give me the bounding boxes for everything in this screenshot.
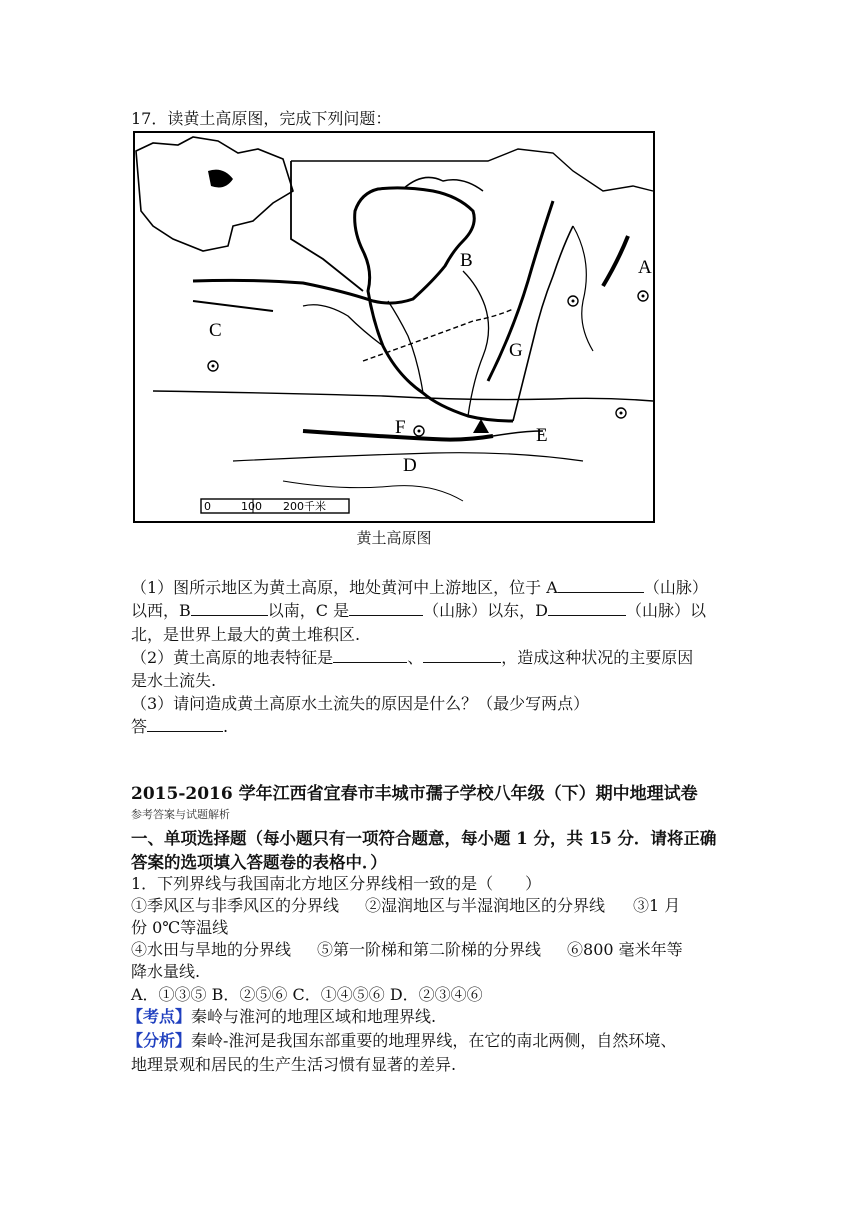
q1-options-line4: 降水量线.: [131, 962, 201, 981]
loess-plateau-map: [133, 131, 655, 523]
q1-stem: 1．下列界线与我国南北方地区分界线相一致的是（ ）: [131, 874, 542, 893]
section1-heading-line2: 答案的选项填入答题卷的表格中．）: [131, 853, 387, 872]
svg-text:100: 100: [241, 500, 262, 513]
q17-part1-line2: 以西，B 以南，C 是 （山脉）以东，D （山脉）以: [131, 601, 706, 620]
q1-options-line1: ①季风区与非季风区的分界线 ②湿润地区与半湿润地区的分界线 ③1 月: [131, 896, 681, 915]
answer-blank-a[interactable]: [558, 577, 644, 593]
answer-section-subtitle: 参考答案与试题解析: [131, 808, 230, 821]
q17-part2-line2: 是水土流失.: [131, 671, 217, 690]
kaodian-tag: 【考点】: [127, 1007, 192, 1026]
fenxi-line1: 【分析】秦岭-淮河是我国东部重要的地理界线，在它的南北两侧，自然环境、: [127, 1031, 677, 1050]
map-label-f: F: [395, 417, 406, 438]
answer-blank-d[interactable]: [548, 600, 626, 616]
answer-blank-b[interactable]: [191, 600, 268, 616]
map-label-d: D: [403, 455, 417, 476]
answer-blank-feature-1[interactable]: [333, 647, 407, 663]
map-label-a: A: [638, 257, 652, 278]
q1-options-line3: ④水田与旱地的分界线 ⑤第一阶梯和第二阶梯的分界线 ⑥800 毫米年等: [131, 940, 683, 959]
map-caption: 黄土高原图: [356, 529, 432, 547]
map-label-b: B: [460, 250, 473, 271]
section1-heading-line1: 一、单项选择题（每小题只有一项符合题意，每小题 1 分，共 15 分．请将正确: [131, 829, 717, 848]
q1-options-line2: 份 0℃等温线: [131, 918, 229, 937]
map-label-g: G: [509, 340, 523, 361]
fenxi-line2: 地理景观和居民的生产生活习惯有显著的差异.: [131, 1055, 457, 1074]
q17-part1-line3: 北，是世界上最大的黄土堆积区.: [131, 625, 361, 644]
answer-section-title: 2015-2016 学年江西省宜春市丰城市孺子学校八年级（下）期中地理试卷: [131, 784, 698, 804]
svg-text:200千米: 200千米: [283, 500, 326, 513]
q17-part2-line1: （2）黄土高原的地表特征是 、 ，造成这种状况的主要原因: [131, 648, 694, 667]
q1-choices: A．①③⑤ B．②⑤⑥ C．①④⑤⑥ D．②③④⑥: [131, 985, 483, 1004]
answer-blank-feature-2[interactable]: [423, 647, 501, 663]
q17-part3-line1: （3）请问造成黄土高原水土流失的原因是什么？（最少写两点）: [131, 694, 590, 713]
q17-part1-line1: （1）图所示地区为黄土高原，地处黄河中上游地区，位于 A （山脉）: [131, 578, 708, 597]
map-label-c: C: [209, 320, 222, 341]
scale-bar: [201, 499, 349, 513]
answer-blank-reason[interactable]: [147, 716, 223, 732]
answer-blank-c[interactable]: [349, 600, 423, 616]
svg-text:0: 0: [204, 500, 211, 513]
q17-part3-line2: 答 .: [131, 717, 229, 736]
fenxi-tag: 【分析】: [127, 1031, 192, 1050]
kaodian-line: 【考点】秦岭与淮河的地理区域和地理界线.: [127, 1007, 437, 1026]
map-label-e: E: [536, 425, 548, 446]
question-17-title: 17．读黄土高原图，完成下列问题：: [131, 109, 392, 128]
